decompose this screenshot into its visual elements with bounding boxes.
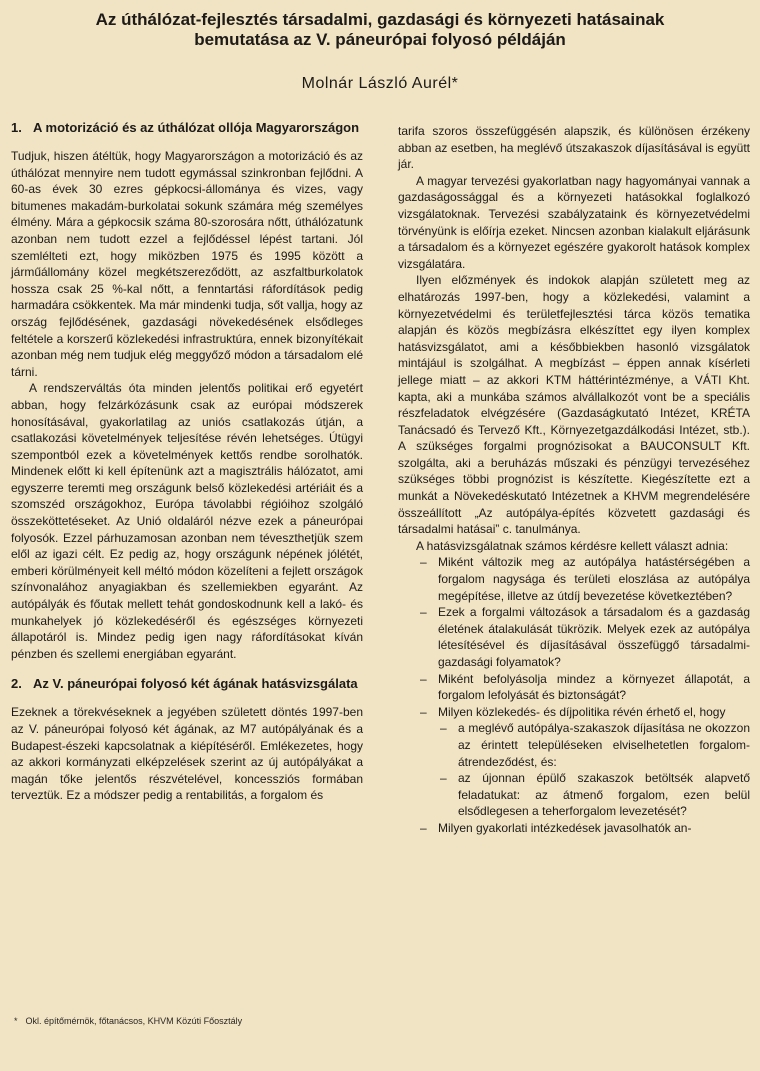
title-line-1: Az úthálózat-fejlesztés társadalmi, gazdasági és környezeti hatásainak bbox=[95, 10, 665, 29]
question-2 bbox=[398, 604, 750, 670]
author: Molnár László Aurél* bbox=[301, 75, 459, 92]
footnote-text: Okl. építőmérnök, főtanácsos, KHVM Közúti Főosztály bbox=[25, 1016, 243, 1026]
question-1-text: Miként változik meg az autópálya hatástérségében a forgalom nagysága és területi eloszlása az autópálya megépítése, illetve az útdíj bevezetése következtében? bbox=[438, 555, 750, 603]
footnote-mark: * bbox=[14, 1016, 18, 1026]
article-title bbox=[0, 10, 760, 50]
left-column bbox=[11, 120, 363, 804]
question-1 bbox=[398, 554, 750, 604]
dash-mark: – bbox=[420, 671, 427, 686]
section-2-number: 2. bbox=[11, 676, 22, 692]
right-paragraph-2: Ilyen előzmények és indokok alapján született meg az elhatározás 1997-ben, hogy a közlekedési, valamint a környezetvédelmi és területfejlesztési tárca közös tematika alapján és közös megbízásra elkészíttet egy ilyen komplex hatásvizsgálatot, ami a későbbiekben hasonló vizsgálatok mintájául is szolgálhat. A megbízást – éppen annak kísérleti jellege miatt – az akkori KTM háttérintézménye, a VÁTI Kht. kapta, aki a munkába számos alvállalkozót vont be a speciális részfeladatok elvégzésére (Gazdaságkutató Intézet, KRÉTA Tanácsadó és Tervező Kft., Környezetgazdálkodási Intézet, stb.). A szükséges forgalmi prognózisokat a BAUCONSULT Kft. szolgálta, aki a beruházás műszaki és pénzügyi tervezéséhez szükséges többi prognózist is készítette. Kiegészítette ezt a munkát a Növekedéskutató Intézetnek a KHVM megrendelésére összeállított „Az autópálya-építés közvetett gazdasági és társadalmi hatásai” c. tanulmánya. bbox=[398, 273, 750, 537]
dash-mark: – bbox=[440, 721, 447, 736]
section-1-paragraph-2: A rendszerváltás óta minden jelentős politikai erő egyetért abban, hogy felzárkózásunk csak az európai módszerek honosításával, gyakorlatilag az uniós csatlakozás útján, a csatlakozási követelmények teljesítése révén lehetséges. Útügyi szempontból ezek a követelmények kettős rendbe sorolhatók. Mindenek előtt ki kell építenünk azt a magisztrális hálózatot, ami egyszerre teremti meg országunk belső közlekedési artériáit és a szomszéd országokhoz, Európa távolabbi régióihoz szolgáló összeköttetéseket. Az Unió oldaláról nézve ezek a páneurópai folyosók. Ezzel párhuzamosan azonban nem téveszthetjük szem elől az igazi célt. Ez pedig az, hogy országunk népének jólétét, emberi körülményeit kell méltó módon közelíteni a fejlett országok színvonalához anyagiakban és szellemiekben egyaránt. Az autópályák és főutak mellett tehát gondoskodnunk kell a lakó- és munkahelyek jó közlekedéséről és egészséges környezeti állapotáról is. Mindez pedig igen nagy ráfordításokat kíván pénzben és szellemi energiában egyaránt. bbox=[11, 381, 363, 661]
section-2-heading bbox=[11, 676, 363, 692]
title-line-2: bemutatása az V. páneurópai folyosó példáján bbox=[194, 30, 566, 49]
section-1-heading bbox=[11, 120, 363, 136]
footnote bbox=[14, 1016, 242, 1026]
question-3 bbox=[398, 671, 750, 704]
section-1-paragraph-1: Tudjuk, hiszen átéltük, hogy Magyarországon a motorizáció és az úthálózat mennyire nem tudott egymással szinkronban fejlődni. A 60-as évek 30 ezres gépkocsi-állománya és vizes, vagy bitumenes makadám-burkolatai sokunk számára még személyes élmény. Mára a gépkocsik száma 80-szorosára nőtt, úthálózatunk azonban nem tudott ezzel a fejlődéssel lépést tartani. Jól szemlélteti ezt, hogy miközben 1975 és 1995 között a járműállomány közel megkétszereződött, az aszfaltburkolatok hossza csak 25 %-kal nőtt, a fenntartási ráfordítások pedig harmadára csökkentek. Ma már mindenki tudja, sőt vallja, hogy az ország fejlődésének, gazdasági növekedésének elsődleges feltétele a korszerű közlekedési infrastruktúra, ennek bizonyítékait azonban még nem tudjuk elég meggyőző módon a társadalom elé tárni. bbox=[11, 149, 363, 379]
question-2-text: Ezek a forgalmi változások a társadalom és a gazdaság életének átalakulását tükrözik. Melyek ezek az autópálya létesítésével és díjasításával összefüggő társadalmi-gazdasági folyamatok? bbox=[438, 605, 750, 669]
question-4-sublist bbox=[438, 720, 750, 820]
section-2-title: Az V. páneurópai folyosó két ágának hatásvizsgálata bbox=[33, 676, 358, 692]
right-paragraph-3: A hatásvizsgálatnak számos kérdésre kellett választ adnia: bbox=[416, 538, 729, 553]
right-paragraph-0: tarifa szoros összefüggésén alapszik, és különösen érzékeny abban az esetben, ha meglévő útszakaszok díjasításával is együtt jár. bbox=[398, 124, 750, 172]
right-column bbox=[398, 123, 750, 837]
question-list bbox=[398, 554, 750, 836]
question-5-text: Milyen gyakorlati intézkedések javasolhatók an- bbox=[438, 820, 692, 835]
question-4a-text: a meglévő autópálya-szakaszok díjasítása ne okozzon az érintett településeken elviselhetetlen forgalom-átrendeződést, és: bbox=[458, 721, 750, 769]
question-5 bbox=[398, 820, 750, 837]
dash-mark: – bbox=[420, 605, 427, 620]
question-4b-text: az újonnan épülő szakaszok betöltsék alapvető feladatukat: az átmenő forgalom, ezen belül elsődlegesen a teherforgalom levezetését? bbox=[458, 771, 750, 819]
dash-mark: – bbox=[420, 704, 427, 719]
section-1-title: A motorizáció és az úthálózat ollója Magyarországon bbox=[33, 120, 360, 135]
right-paragraph-1: A magyar tervezési gyakorlatban nagy hagyományai vannak a gazdaságossággal és a környezeti hatásokkal foglalkozó vizsgálatoknak. Tervezési szabályzataink és környezetvédelmi törvényünk is előírja ezeket. Nincsen azonban kialakult eljárásunk a társadalom és a környezet egészére gyakorolt hatások komplex vizsgálatára. bbox=[398, 173, 750, 271]
question-3-text: Miként befolyásolja mindez a környezet állapotát, a forgalom lefolyását és biztonságát? bbox=[438, 671, 750, 703]
dash-mark: – bbox=[420, 820, 427, 835]
question-4b bbox=[438, 770, 750, 820]
question-4 bbox=[398, 704, 750, 820]
question-4a bbox=[438, 720, 750, 770]
dash-mark: – bbox=[440, 771, 447, 786]
dash-mark: – bbox=[420, 555, 427, 570]
question-4-text: Milyen közlekedés- és díjpolitika révén érhető el, hogy bbox=[438, 704, 726, 719]
section-1-number: 1. bbox=[11, 120, 22, 135]
section-2-paragraph-1: Ezeknek a törekvéseknek a jegyében született döntés 1997-ben az V. páneurópai folyosó két ágának, az M7 autópályának és a Budapest-észeki kapcsolatnak a kiépítéséről. Emlékezetes, hogy az akkori kormányzati elképzelések szerint az új autópályákat a magán tőke jelentős részvételével, koncessziós formában terveztük. Ez a módszer pedig a rentabilitás, a forgalom és bbox=[11, 705, 363, 803]
